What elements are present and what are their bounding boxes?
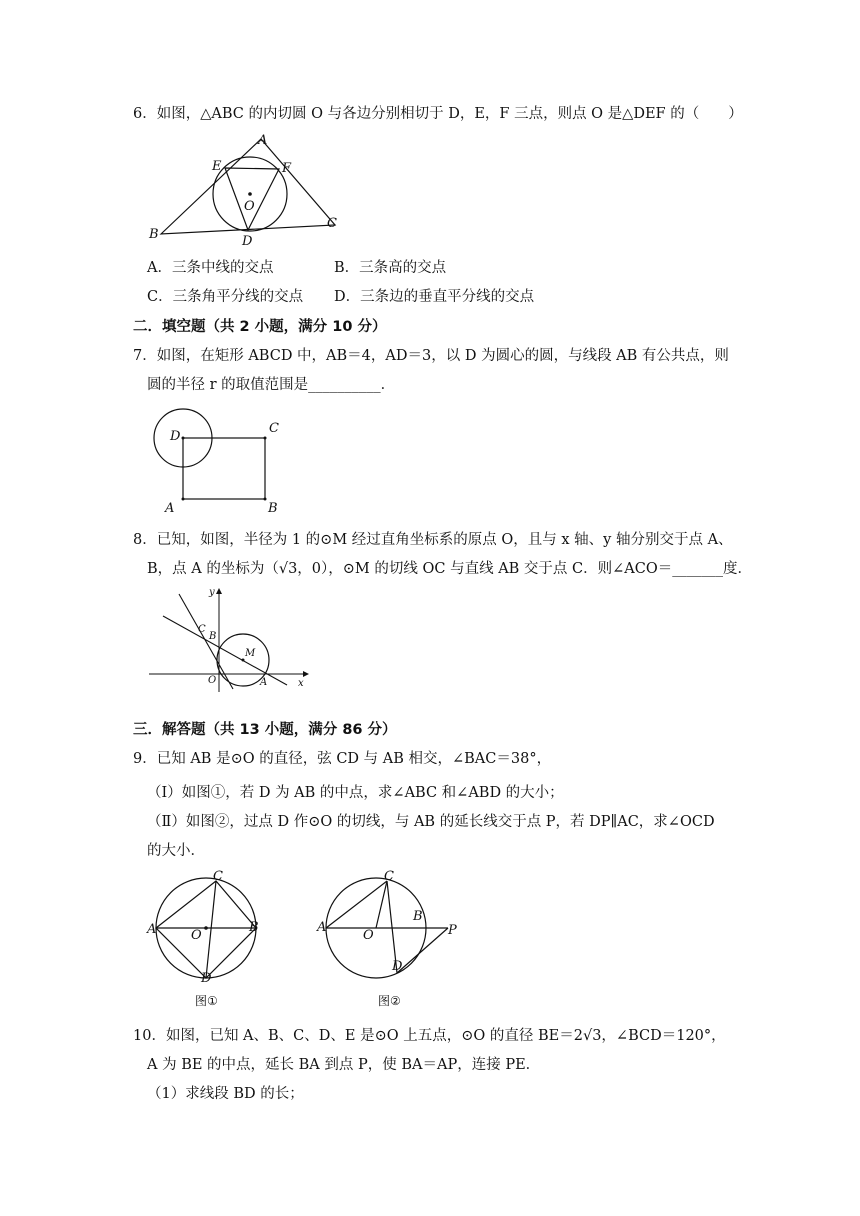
q6-label-f: F [282, 161, 292, 176]
q9-fig2-label-o: O [363, 928, 374, 943]
q8-line2: B，点 A 的坐标为（√3，0），⊙M 的切线 OC 与直线 AB 交于点 C．则∠ACO＝_______度． [147, 561, 752, 577]
section3-heading: 三．解答题（共 13 小题，满分 86 分） [133, 722, 397, 738]
q8-label-x: x [298, 678, 304, 689]
q9-fig1-label-c: C [213, 869, 223, 884]
q9-fig1-label-o: O [191, 928, 202, 943]
q9-fig2-label-d: D [392, 959, 403, 974]
q10-line2: A 为 BE 的中点，延长 BA 到点 P，使 BA＝AP，连接 PE． [147, 1057, 541, 1073]
q9-caption-2: 图② [378, 994, 401, 1008]
q6-label-o: O [244, 199, 255, 214]
q8-line1: 8．已知，如图，半径为 1 的⊙M 经过直角坐标系的原点 O，且与 x 轴、y 轴分别交于点 A、 [133, 532, 733, 548]
q9-line1: 9．已知 AB 是⊙O 的直径，弦 CD 与 AB 相交，∠BAC＝38°， [133, 751, 552, 767]
q9-fig1-label-a: A [147, 922, 157, 937]
q7-label-c: C [269, 421, 279, 436]
q6-label-b: B [149, 227, 159, 242]
q6-text: 6．如图，△ABC 的内切圆 O 与各边分别相切于 D，E，F 三点，则点 O 是△DEF 的（ ） [133, 106, 743, 122]
q9-fig2-label-a: A [317, 920, 327, 935]
q8-label-m: M [245, 648, 256, 659]
q9-caption-1: 图① [195, 994, 218, 1008]
q9-line4: 的大小． [147, 843, 205, 859]
q8-label-c: C [198, 624, 206, 635]
q6-option-d: D．三条边的垂直平分线的交点 [334, 289, 535, 305]
q7-label-d: D [170, 429, 181, 444]
q9-figure-1 [145, 868, 270, 1013]
q7-line2: 圆的半径 r 的取值范围是__________． [147, 377, 396, 393]
q6-label-c: C [327, 216, 337, 231]
q9-line2: （Ⅰ）如图①，若 D 为 AB 的中点，求∠ABC 和∠ABD 的大小； [147, 785, 564, 801]
q8-label-b: B [209, 631, 217, 642]
q9-fig2-label-p: P [448, 923, 457, 938]
q7-line1: 7．如图，在矩形 ABCD 中，AB＝4，AD＝3，以 D 为圆心的圆，与线段 AB 有公共点，则 [133, 348, 729, 364]
q7-label-b: B [268, 501, 278, 516]
q8-label-y: y [209, 587, 215, 598]
q8-label-a: A [260, 677, 268, 688]
q6-option-a: A．三条中线的交点 [147, 260, 274, 276]
q6-label-a: A [258, 133, 268, 148]
q10-line1: 10．如图，已知 A、B、C、D、E 是⊙O 上五点，⊙O 的直径 BE＝2√3，∠BCD＝120°， [133, 1028, 726, 1044]
q9-line3: （Ⅱ）如图②，过点 D 作⊙O 的切线，与 AB 的延长线交于点 P，若 DP∥AC，求∠OCD [147, 814, 715, 830]
q8-figure [145, 586, 315, 696]
q6-option-c: C．三条角平分线的交点 [147, 289, 304, 305]
q9-fig2-label-b: B [413, 909, 423, 924]
q9-figure-2 [312, 868, 472, 1013]
q6-option-b: B．三条高的交点 [334, 260, 447, 276]
q9-fig2-label-c: C [384, 869, 394, 884]
q7-label-a: A [165, 501, 175, 516]
q10-line3: （1）求线段 BD 的长； [147, 1086, 304, 1102]
q9-fig1-label-d: D [201, 971, 212, 986]
q6-label-d: D [242, 234, 253, 249]
q8-label-o: O [208, 675, 217, 686]
q7-figure [150, 408, 290, 516]
section2-heading: 二．填空题（共 2 小题，满分 10 分） [133, 319, 387, 335]
q9-fig1-label-b: B [249, 920, 259, 935]
q6-figure [140, 130, 350, 250]
q6-label-e: E [212, 159, 222, 174]
